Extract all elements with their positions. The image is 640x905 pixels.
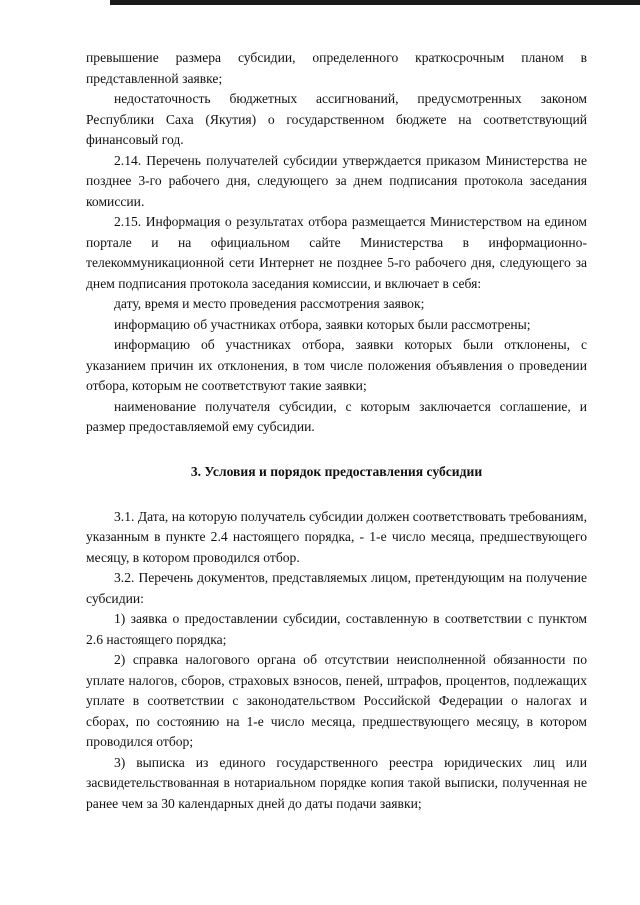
- paragraph: 3.1. Дата, на которую получатель субсидии должен соответствовать требованиям, указанным в пункте 2.4 настоящего порядка, - 1-е число месяца, предшествующего месяцу, в котором проводился отбор.: [86, 508, 587, 565]
- paragraph: 2.15. Информация о результатах отбора размещается Министерством на едином портале и на официальном сайте Министерства в информационно-телекоммуникационной сети Интернет не позднее 5-го рабочего дня, следующего за днем подписания протокола заседания комиссии, и включает в себя:: [86, 214, 587, 291]
- scan-top-edge-gap: [0, 0, 110, 5]
- paragraph: 1) заявка о предоставлении субсидии, составленную в соответствии с пунктом 2.6 настоящего порядка;: [86, 611, 587, 647]
- document-body: [86, 48, 587, 814]
- paragraph: недостаточность бюджетных ассигнований, предусмотренных законом Республики Саха (Якутия) о государственном бюджете на соответствующий финансовый год.: [86, 91, 587, 147]
- paragraph: информацию об участниках отбора, заявки которых были рассмотрены;: [114, 316, 531, 332]
- paragraph: информацию об участниках отбора, заявки которых были отклонены, с указанием причин их отклонения, в том числе положения объявления о проведении отбора, которым не соответствуют такие заявки;: [86, 337, 587, 393]
- paragraph: 2) справка налогового органа об отсутствии неисполненной обязанности по уплате налогов, сборов, страховых взносов, пеней, штрафов, процентов, подлежащих уплате в соответствии с законодательством Российской Федерации о налогах и сборах, по состоянию на 1-е число месяца, предшествующего месяцу, в котором проводился отбор;: [86, 652, 587, 749]
- paragraph: наименование получателя субсидии, с которым заключается соглашение, и размер предоставляемой ему субсидии.: [86, 398, 587, 434]
- section-heading: 3. Условия и порядок предоставления субсидии: [190, 463, 483, 479]
- paragraph: 3.2. Перечень документов, представляемых лицом, претендующим на получение субсидии:: [86, 570, 587, 606]
- paragraph: 2.14. Перечень получателей субсидии утверждается приказом Министерства не позднее 3-го рабочего дня, следующего за днем подписания протокола заседания комиссии.: [86, 152, 587, 209]
- paragraph: дату, время и место проведения рассмотрения заявок;: [114, 296, 425, 311]
- paragraph: 3) выписка из единого государственного реестра юридических лиц или засвидетельствованная в нотариальном порядке копия такой выписки, полученная не ранее чем за 30 календарных дней до даты подачи заявки;: [86, 754, 587, 811]
- paragraph: превышение размера субсидии, определенного краткосрочным планом в представленной заявке;: [86, 50, 587, 86]
